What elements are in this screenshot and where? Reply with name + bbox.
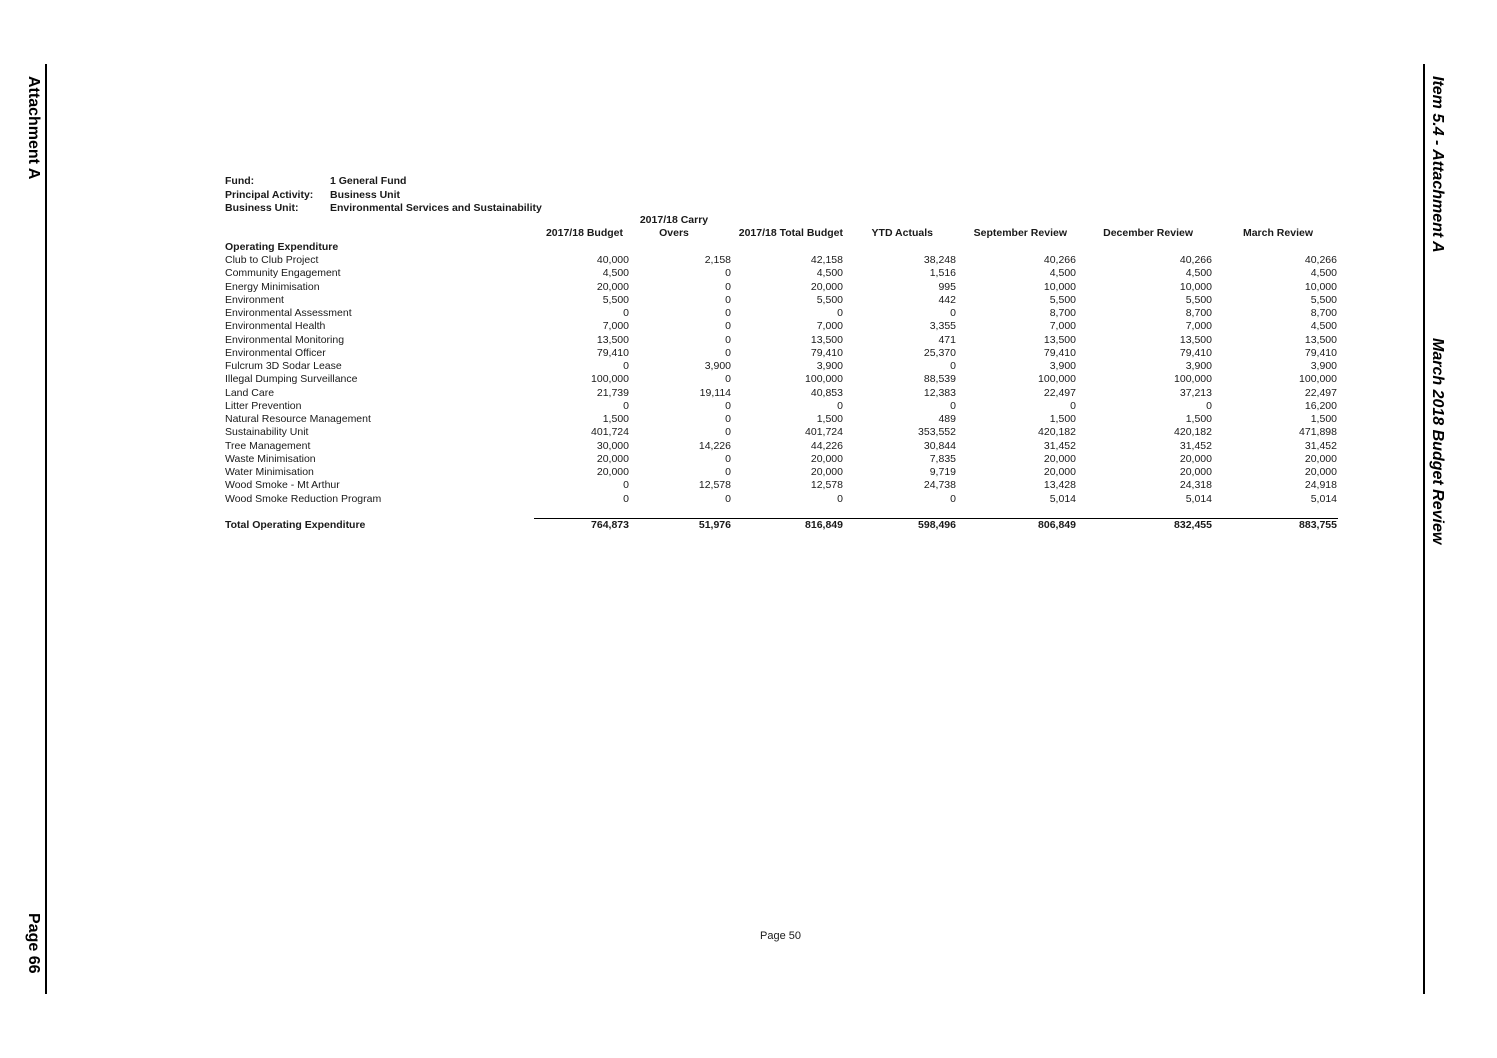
table-row	[225, 479, 1340, 492]
row-label: Waste Minimisation	[225, 452, 316, 465]
attachment-page-number: Page 66	[25, 913, 42, 974]
total-cell: 806,849	[1038, 519, 1076, 531]
row-cell: 0	[725, 333, 731, 346]
total-cell: 816,849	[805, 519, 843, 531]
row-label: Water Minimisation	[225, 466, 314, 478]
row-cell: 420,182	[1038, 426, 1076, 439]
row-cell: 401,724	[591, 426, 629, 439]
fund-value: 1 General Fund	[330, 175, 407, 187]
table-row	[225, 440, 1340, 453]
activity-label: Principal Activity:	[225, 188, 314, 201]
row-cell: 7,000	[1185, 320, 1212, 333]
row-label: Environmental Officer	[225, 346, 326, 359]
row-cell: 7,000	[1049, 320, 1076, 333]
table-row	[225, 466, 1340, 479]
row-cell: 13,500	[1304, 333, 1337, 346]
row-cell: 20,000	[1304, 452, 1337, 465]
row-cell: 0	[725, 492, 731, 505]
left-margin-rule	[45, 64, 47, 994]
row-cell: 1,500	[1185, 413, 1212, 425]
row-label: Environmental Assessment	[225, 307, 352, 319]
row-cell: 7,000	[816, 320, 843, 333]
table-row	[225, 426, 1340, 439]
row-cell: 5,500	[1310, 293, 1337, 306]
col-header-carry-line2: Overs	[659, 227, 689, 239]
row-label: Sustainability Unit	[225, 426, 309, 439]
row-cell: 0	[623, 479, 629, 492]
row-cell: 3,900	[1049, 360, 1076, 372]
row-cell: 20,000	[810, 280, 843, 293]
row-cell: 3,900	[1185, 360, 1212, 372]
row-cell: 37,213	[1179, 386, 1212, 399]
col-header-ytd-actuals: YTD Actuals	[871, 227, 933, 239]
table-row	[225, 400, 1340, 413]
table-row	[225, 320, 1340, 333]
fund-label: Fund:	[225, 175, 255, 187]
row-cell: 4,500	[1049, 267, 1076, 280]
row-cell: 21,739	[596, 386, 629, 399]
row-cell: 20,000	[810, 452, 843, 465]
row-cell: 20,000	[1043, 466, 1076, 478]
row-label: Wood Smoke Reduction Program	[225, 492, 382, 505]
row-label: Environmental Health	[225, 320, 326, 333]
row-cell: 8,700	[1310, 307, 1337, 319]
row-cell: 100,000	[805, 373, 843, 386]
total-row	[225, 519, 1340, 532]
row-cell: 4,500	[816, 267, 843, 280]
row-cell: 13,500	[596, 333, 629, 346]
row-cell: 0	[725, 413, 731, 425]
row-label: Tree Management	[225, 439, 311, 452]
row-label: Energy Minimisation	[225, 280, 320, 293]
total-cell: 764,873	[591, 519, 629, 531]
row-label: Wood Smoke - Mt Arthur	[225, 479, 340, 492]
row-cell: 7,835	[929, 452, 956, 465]
row-cell: 100,000	[591, 373, 629, 386]
row-cell: 5,014	[1310, 492, 1337, 505]
row-cell: 14,226	[698, 439, 731, 452]
attachment-label: Attachment A	[25, 76, 42, 180]
col-header-december-review: December Review	[1103, 227, 1193, 239]
row-label: Illegal Dumping Surveillance	[225, 373, 358, 386]
row-cell: 1,500	[816, 413, 843, 425]
row-cell: 13,500	[1179, 333, 1212, 346]
row-cell: 20,000	[596, 452, 629, 465]
row-cell: 4,500	[1310, 320, 1337, 333]
row-cell: 0	[837, 399, 843, 412]
row-cell: 0	[1206, 399, 1212, 412]
row-cell: 0	[725, 452, 731, 465]
row-cell: 44,226	[810, 439, 843, 452]
row-cell: 353,552	[918, 426, 956, 439]
row-cell: 20,000	[596, 466, 629, 478]
row-cell: 40,853	[810, 386, 843, 399]
table-row	[225, 387, 1340, 400]
total-cell: 832,455	[1174, 519, 1212, 531]
row-cell: 1,500	[1049, 413, 1076, 425]
row-cell: 12,383	[923, 386, 956, 399]
row-cell: 100,000	[1174, 373, 1212, 386]
row-cell: 0	[725, 267, 731, 280]
row-label: Club to Club Project	[225, 254, 319, 266]
row-cell: 0	[837, 492, 843, 505]
row-cell: 1,500	[602, 413, 629, 425]
row-cell: 0	[725, 280, 731, 293]
row-cell: 0	[837, 307, 843, 319]
row-cell: 4,500	[1310, 267, 1337, 280]
row-label: Fulcrum 3D Sodar Lease	[225, 360, 342, 372]
row-cell: 40,000	[596, 254, 629, 266]
table-row	[225, 281, 1340, 294]
row-cell: 30,844	[923, 439, 956, 452]
row-cell: 420,182	[1174, 426, 1212, 439]
row-cell: 88,539	[923, 373, 956, 386]
row-cell: 401,724	[805, 426, 843, 439]
table-row	[225, 254, 1340, 267]
row-cell: 5,500	[1049, 293, 1076, 306]
table-row	[225, 334, 1340, 347]
row-cell: 100,000	[1038, 373, 1076, 386]
row-cell: 100,000	[1299, 373, 1337, 386]
activity-value: Business Unit	[330, 188, 401, 201]
row-cell: 0	[1070, 399, 1076, 412]
row-cell: 13,500	[810, 333, 843, 346]
row-cell: 38,248	[923, 254, 956, 266]
row-cell: 0	[725, 373, 731, 386]
row-cell: 13,500	[1043, 333, 1076, 346]
total-cell: 883,755	[1299, 519, 1337, 531]
row-cell: 0	[725, 320, 731, 333]
row-cell: 0	[623, 307, 629, 319]
row-cell: 3,355	[929, 320, 956, 333]
row-cell: 3,900	[704, 360, 731, 372]
row-cell: 31,452	[1304, 439, 1337, 452]
row-cell: 5,014	[1185, 492, 1212, 505]
row-cell: 0	[725, 399, 731, 412]
total-label: Total Operating Expenditure	[225, 519, 366, 531]
row-cell: 5,500	[602, 293, 629, 306]
row-cell: 79,410	[596, 346, 629, 359]
row-cell: 31,452	[1043, 439, 1076, 452]
section-title: Operating Expenditure	[225, 241, 339, 253]
row-cell: 79,410	[1304, 346, 1337, 359]
row-cell: 0	[950, 307, 956, 319]
row-label: Environmental Monitoring	[225, 333, 345, 346]
row-cell: 30,000	[596, 439, 629, 452]
row-cell: 10,000	[1043, 280, 1076, 293]
col-header-september-review: September Review	[973, 227, 1067, 239]
row-cell: 20,000	[1043, 452, 1076, 465]
row-cell: 24,738	[923, 479, 956, 492]
row-cell: 20,000	[1179, 452, 1212, 465]
col-header-carry-overs	[630, 214, 718, 240]
report-meta	[225, 175, 542, 216]
row-label: Land Care	[225, 386, 275, 399]
row-cell: 0	[725, 426, 731, 439]
row-cell: 40,266	[1304, 254, 1337, 266]
row-cell: 1,500	[1310, 413, 1337, 425]
row-cell: 16,200	[1304, 399, 1337, 412]
row-cell: 0	[725, 346, 731, 359]
row-cell: 4,500	[602, 267, 629, 280]
row-cell: 24,318	[1179, 479, 1212, 492]
row-cell: 0	[623, 492, 629, 505]
row-cell: 5,500	[816, 293, 843, 306]
row-cell: 31,452	[1179, 439, 1212, 452]
row-cell: 20,000	[810, 466, 843, 478]
row-cell: 0	[725, 466, 731, 478]
row-cell: 8,700	[1185, 307, 1212, 319]
row-cell: 20,000	[1304, 466, 1337, 478]
row-cell: 13,428	[1043, 479, 1076, 492]
row-cell: 9,719	[929, 466, 956, 478]
row-cell: 79,410	[1179, 346, 1212, 359]
row-cell: 3,900	[1310, 360, 1337, 372]
row-cell: 995	[938, 280, 956, 293]
row-cell: 10,000	[1179, 280, 1212, 293]
row-cell: 12,578	[698, 479, 731, 492]
row-label: Natural Resource Management	[225, 413, 371, 425]
row-cell: 0	[950, 360, 956, 372]
row-cell: 8,700	[1049, 307, 1076, 319]
row-cell: 0	[725, 293, 731, 306]
col-header-carry-line1: 2017/18 Carry	[639, 214, 709, 226]
right-margin-rule	[1423, 64, 1425, 994]
row-cell: 471	[938, 333, 956, 346]
row-cell: 40,266	[1179, 254, 1212, 266]
table-row	[225, 307, 1340, 320]
row-cell: 2,158	[704, 254, 731, 266]
table-row	[225, 294, 1340, 307]
table-row	[225, 267, 1340, 280]
row-cell: 42,158	[810, 254, 843, 266]
col-header-budget: 2017/18 Budget	[545, 227, 623, 239]
row-cell: 5,500	[1185, 293, 1212, 306]
row-cell: 442	[938, 293, 956, 306]
row-cell: 0	[950, 492, 956, 505]
unit-label: Business Unit:	[225, 202, 299, 214]
row-cell: 79,410	[810, 346, 843, 359]
table-row	[225, 493, 1340, 506]
row-cell: 20,000	[596, 280, 629, 293]
row-cell: 79,410	[1043, 346, 1076, 359]
row-cell: 19,114	[699, 386, 731, 399]
total-cell: 51,976	[698, 519, 731, 531]
page-footer: Page 50	[760, 930, 801, 942]
row-cell: 22,497	[1043, 386, 1076, 399]
item-label: Item 5.4 - Attachment A	[1429, 76, 1446, 253]
table-row	[225, 347, 1340, 360]
row-cell: 3,900	[816, 360, 843, 372]
report-title: March 2018 Budget Review	[1429, 338, 1446, 545]
row-cell: 0	[623, 399, 629, 412]
row-cell: 10,000	[1304, 280, 1337, 293]
table-row	[225, 360, 1340, 373]
row-cell: 0	[623, 360, 629, 372]
row-label: Litter Prevention	[225, 399, 302, 412]
row-cell: 24,918	[1304, 479, 1337, 492]
row-cell: 471,898	[1299, 426, 1337, 439]
table-row	[225, 413, 1340, 426]
row-cell: 22,497	[1304, 386, 1337, 399]
row-label: Community Engagement	[225, 267, 341, 280]
col-header-march-review: March Review	[1242, 227, 1313, 239]
total-cell: 598,496	[918, 519, 956, 531]
col-header-total-budget: 2017/18 Total Budget	[738, 227, 843, 239]
unit-value: Environmental Services and Sustainability	[330, 202, 542, 214]
row-cell: 5,014	[1049, 492, 1076, 505]
row-cell: 489	[938, 413, 956, 425]
row-cell: 20,000	[1179, 466, 1212, 478]
row-label: Environment	[225, 293, 284, 306]
row-cell: 12,578	[810, 479, 843, 492]
table-row	[225, 373, 1340, 386]
row-cell: 0	[950, 399, 956, 412]
row-cell: 7,000	[602, 320, 629, 333]
row-cell: 4,500	[1185, 267, 1212, 280]
row-cell: 1,516	[929, 267, 956, 280]
row-cell: 25,370	[923, 346, 956, 359]
row-cell: 40,266	[1043, 254, 1076, 266]
row-cell: 0	[725, 307, 731, 319]
table-row	[225, 453, 1340, 466]
